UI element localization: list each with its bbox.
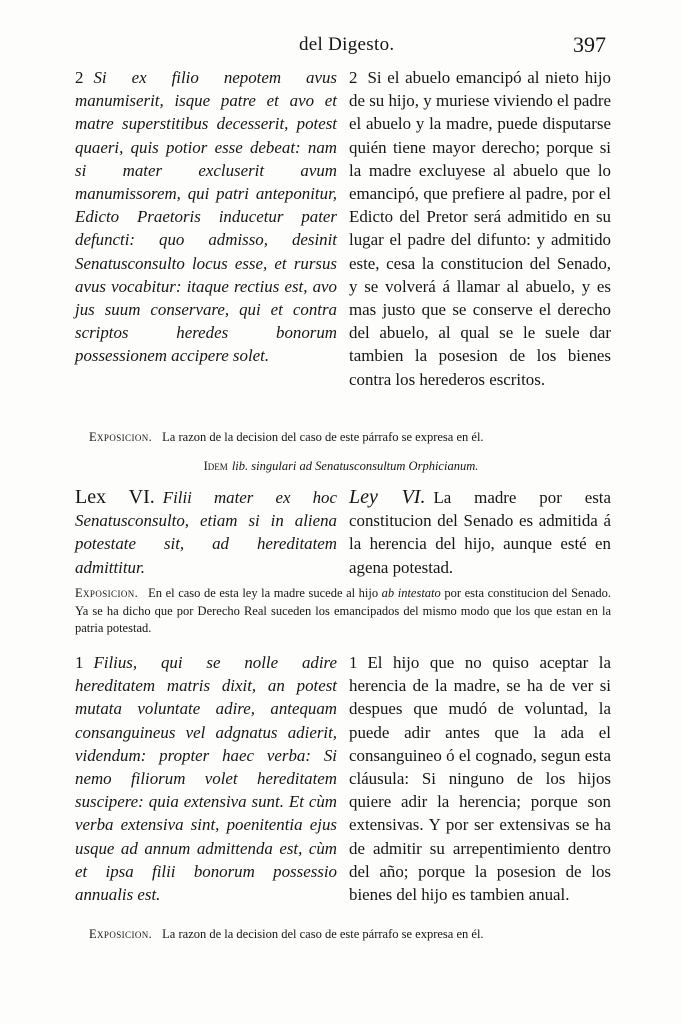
- spanish-paragraph-text: El hijo que no quiso aceptar la herencia de la madre, se ha de ver si despues que mudó de voluntad, la puede adir antes que la ada el consanguineo ó el cognado, segun esta cláusula: Si ninguno de los hijos quiere adir la herencia; porque son extensivas. Y por ser extensivas se ha de admitir su arrepentimiento dentro del año; porque la posesion de los bienes del hijo es tambien anual.: [349, 653, 611, 905]
- exposicion-italic-phrase: ab intestato: [381, 586, 441, 600]
- running-title: del Digesto.: [299, 34, 395, 55]
- spanish-paragraph-number: 2: [349, 68, 358, 87]
- source-attribution-rest: lib. singulari ad Senatusconsultum Orphicianum.: [231, 459, 479, 473]
- spanish-paragraph-text: Si el abuelo emancipó al nieto hijo de su hijo, y muriese viviendo el padre el abuelo y la madre, puede disputarse quién tiene mayor derecho; porque si la madre excluyese al abuelo que lo emancipó, que prefiere al padre, por el Edicto del Pretor será admitido en su lugar el padre del difunto: y admitido este, cesa la constitucion del Senado, y se volverá á llamar al abuelo, y es mas justo que se conserve el derecho del abuelo, al qual se le suele dar tambien la posesion de los bienes contra los herederos escritos.: [349, 68, 611, 389]
- latin-paragraph-text: Filius, qui se nolle adire hereditatem matris dixit, an potest mutata voluntate adire, antequam consanguineus vel adgnatus adierit, videndum: propter haec verba: Si nemo filiorum volet hereditatem suscipere: quia extensiva sunt. Et cùm verba extensiva sint, poenitentia ejus usque ad annum admittenda est, cùm et ipsa filii bonorum possessio annualis est.: [75, 653, 337, 905]
- exposicion-label: Exposicion.: [75, 586, 139, 600]
- source-attribution: [0, 459, 682, 474]
- latin-paragraph-number: 2: [75, 68, 84, 87]
- lex-heading: Lex VI.: [75, 486, 155, 508]
- exposicion-text-before: En el caso de esta ley la madre sucede al hijo: [148, 586, 379, 600]
- exposicion-note-1: [89, 429, 599, 447]
- exposicion-note-2: [75, 585, 611, 638]
- exposicion-text: La razon de la decision del caso de este párrafo se expresa en él.: [162, 430, 484, 444]
- spanish-paragraph-number: 1: [349, 653, 358, 672]
- latin-paragraph-1: [75, 651, 337, 906]
- ley-vi-spanish: [349, 486, 611, 579]
- lex-text: Filii mater ex hoc Senatusconsulto, etiam si in aliena potestate sit, ad hereditatem admittitur.: [75, 488, 338, 577]
- latin-paragraph-number: 1: [75, 653, 84, 672]
- page-number: 397: [573, 32, 606, 57]
- exposicion-label: Exposicion.: [89, 430, 153, 444]
- ley-heading: Ley VI.: [349, 486, 426, 508]
- exposicion-note-3: [89, 926, 599, 944]
- ley-text: La madre por esta constitucion del Senado es admitida á la herencia del hijo, aunque esté en agena potestad.: [349, 488, 611, 577]
- running-head: [0, 34, 682, 60]
- latin-paragraph-2: [75, 66, 337, 368]
- spanish-paragraph-1: [349, 651, 611, 906]
- spanish-paragraph-2: [349, 66, 611, 391]
- exposicion-label: Exposicion.: [89, 927, 153, 941]
- exposicion-text: La razon de la decision del caso de este párrafo se expresa en él.: [162, 927, 484, 941]
- source-attribution-lead: Idem: [203, 459, 228, 473]
- exposicion-text-after: por esta constitucion del Senado. Ya se ha dicho que por Derecho Real suceden los emancipados del mismo modo que los que estan en la patria potestad.: [75, 586, 611, 636]
- lex-vi-latin: [75, 486, 337, 579]
- latin-paragraph-text: Si ex filio nepotem avus manumiserit, isque patre et avo et matre superstitibus decesserit, potest quaeri, quis potior esse debeat: nam si mater excluserit avum manumissorem, qui patri anteponitur, Edicto Praetoris inducetur pater defuncti: quo admisso, desinit Senatusconsulto locus esse, et rursus avus vocabitur: itaque rectius est, avo jus suum conservare, qui et contra scriptos heredes bonorum possessionem accipere solet.: [75, 68, 337, 366]
